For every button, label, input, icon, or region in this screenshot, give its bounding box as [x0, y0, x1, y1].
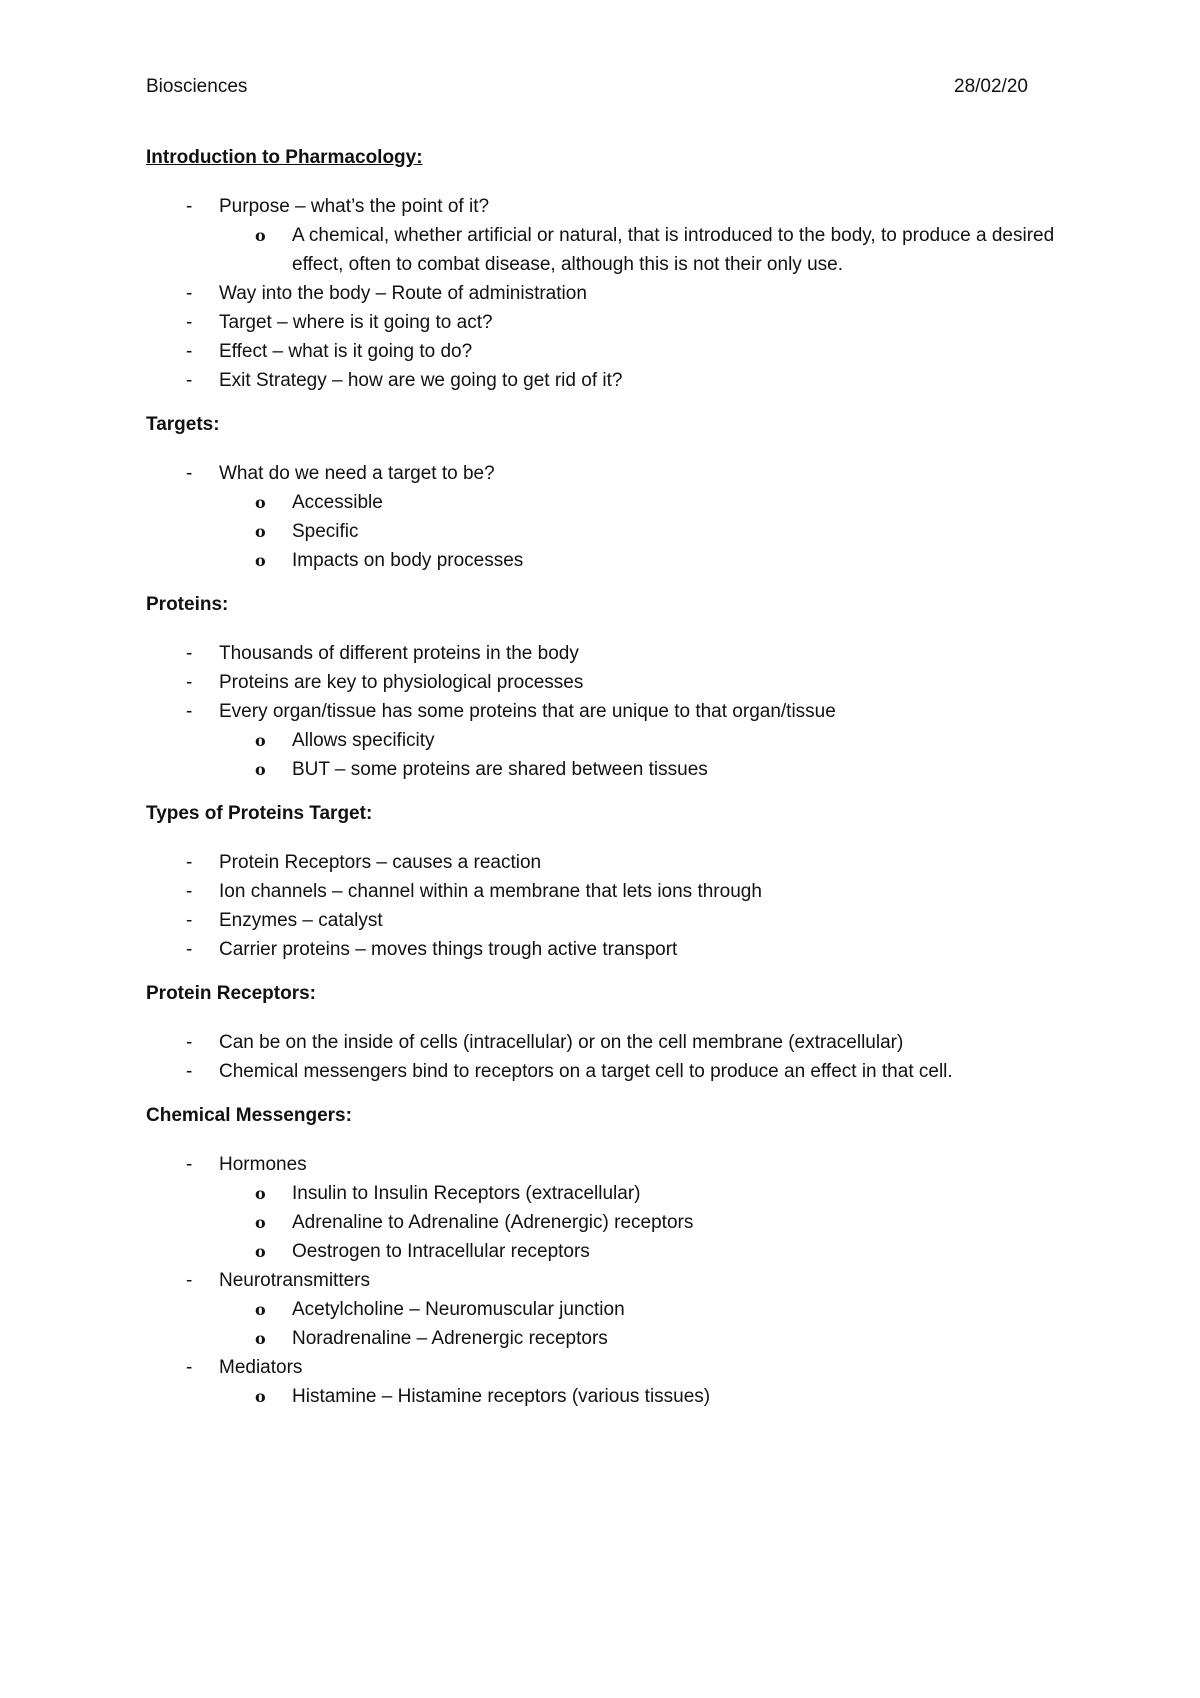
circle-bullet-icon: o	[255, 1184, 266, 1203]
list-item-text: Proteins are key to physiological processes	[219, 672, 584, 693]
sub-list-item-text: Allows specificity	[292, 730, 435, 751]
sub-list-item	[219, 546, 1066, 575]
list-item-text: Ion channels – channel within a membrane that lets ions through	[219, 881, 762, 902]
list-item	[146, 877, 1066, 906]
dash-bullet-icon: -	[186, 939, 193, 960]
list-item	[146, 1028, 1066, 1057]
sub-list-item-text: A chemical, whether artificial or natural, that is introduced to the body, to produce a desired effect, often to combat disease, although this is not their only use.	[292, 225, 1055, 275]
dash-bullet-icon: -	[186, 1032, 193, 1053]
sub-list-item	[219, 755, 1066, 784]
sub-list-container	[146, 1382, 1066, 1411]
sub-list-container	[146, 1179, 1066, 1266]
list-item	[146, 1150, 1066, 1179]
sub-list-item-text: Noradrenaline – Adrenergic receptors	[292, 1328, 608, 1349]
list-item	[146, 906, 1066, 935]
list-item	[146, 337, 1066, 366]
list-item-text: What do we need a target to be?	[219, 463, 495, 484]
dash-bullet-icon: -	[186, 370, 193, 391]
bullet-list	[146, 848, 1066, 964]
dash-bullet-icon: -	[186, 283, 193, 304]
sub-bullet-list	[219, 1382, 1066, 1411]
dash-bullet-icon: -	[186, 881, 193, 902]
section	[146, 413, 1066, 575]
list-item-text: Every organ/tissue has some proteins that are unique to that organ/tissue	[219, 701, 836, 722]
section	[146, 802, 1066, 964]
sub-list-item-text: Acetylcholine – Neuromuscular junction	[292, 1299, 625, 1320]
section	[146, 982, 1066, 1086]
bullet-list	[146, 639, 1066, 784]
list-item	[146, 935, 1066, 964]
list-item	[146, 279, 1066, 308]
list-item	[146, 1266, 1066, 1295]
list-item-text: Chemical messengers bind to receptors on a target cell to produce an effect in that cell.	[219, 1061, 953, 1082]
notes-body	[146, 146, 1066, 1429]
list-item-text: Way into the body – Route of administration	[219, 283, 587, 304]
circle-bullet-icon: o	[255, 1213, 266, 1232]
dash-bullet-icon: -	[186, 852, 193, 873]
sub-list-item	[219, 517, 1066, 546]
sub-bullet-list	[219, 1295, 1066, 1353]
sub-list-container	[146, 726, 1066, 784]
sub-list-item	[219, 1208, 1066, 1237]
list-item-text: Effect – what is it going to do?	[219, 341, 473, 362]
sub-list-item-text: Specific	[292, 521, 359, 542]
section	[146, 146, 1066, 395]
list-item-text: Exit Strategy – how are we going to get rid of it?	[219, 370, 623, 391]
dash-bullet-icon: -	[186, 312, 193, 333]
list-item-text: Protein Receptors – causes a reaction	[219, 852, 542, 873]
section-heading: Protein Receptors:	[146, 983, 316, 1004]
list-item-text: Carrier proteins – moves things trough active transport	[219, 939, 678, 960]
sub-list-item-text: Oestrogen to Intracellular receptors	[292, 1241, 590, 1262]
list-item-text: Purpose – what’s the point of it?	[219, 196, 490, 217]
sub-list-item	[219, 1295, 1066, 1324]
sub-list-container	[146, 1295, 1066, 1353]
circle-bullet-icon: o	[255, 522, 266, 541]
sub-list-item-text: Adrenaline to Adrenaline (Adrenergic) receptors	[292, 1212, 694, 1233]
list-item-text: Can be on the inside of cells (intracellular) or on the cell membrane (extracellular)	[219, 1032, 904, 1053]
sub-list-item	[219, 1324, 1066, 1353]
sub-bullet-list	[219, 488, 1066, 575]
list-item-text: Thousands of different proteins in the body	[219, 643, 579, 664]
dash-bullet-icon: -	[186, 1357, 193, 1378]
section-heading: Types of Proteins Target:	[146, 803, 373, 824]
section-heading: Proteins:	[146, 594, 229, 615]
list-item	[146, 848, 1066, 877]
section	[146, 593, 1066, 784]
bullet-list	[146, 1150, 1066, 1411]
header-date: 28/02/20	[954, 76, 1028, 97]
list-item	[146, 697, 1066, 726]
list-item	[146, 308, 1066, 337]
sub-list-item	[219, 726, 1066, 755]
section	[146, 1104, 1066, 1411]
sub-bullet-list	[219, 726, 1066, 784]
sub-list-container	[146, 488, 1066, 575]
sub-list-item	[219, 1382, 1066, 1411]
list-item-text: Enzymes – catalyst	[219, 910, 383, 931]
list-item	[146, 639, 1066, 668]
sub-list-item-text: Accessible	[292, 492, 383, 513]
list-item-text: Hormones	[219, 1154, 307, 1175]
sub-list-item	[219, 221, 1066, 279]
list-item	[146, 192, 1066, 221]
dash-bullet-icon: -	[186, 1270, 193, 1291]
dash-bullet-icon: -	[186, 341, 193, 362]
circle-bullet-icon: o	[255, 1300, 266, 1319]
circle-bullet-icon: o	[255, 731, 266, 750]
header-course-title: Biosciences	[146, 76, 248, 97]
dash-bullet-icon: -	[186, 910, 193, 931]
dash-bullet-icon: -	[186, 701, 193, 722]
list-item-text: Target – where is it going to act?	[219, 312, 493, 333]
dash-bullet-icon: -	[186, 643, 193, 664]
bullet-list	[146, 192, 1066, 395]
circle-bullet-icon: o	[255, 226, 266, 245]
dash-bullet-icon: -	[186, 672, 193, 693]
list-item	[146, 366, 1066, 395]
sub-list-item-text: BUT – some proteins are shared between tissues	[292, 759, 708, 780]
circle-bullet-icon: o	[255, 493, 266, 512]
sub-list-item-text: Histamine – Histamine receptors (various tissues)	[292, 1386, 711, 1407]
dash-bullet-icon: -	[186, 463, 193, 484]
list-item	[146, 1353, 1066, 1382]
sub-list-item	[219, 1179, 1066, 1208]
circle-bullet-icon: o	[255, 551, 266, 570]
circle-bullet-icon: o	[255, 1387, 266, 1406]
bullet-list	[146, 1028, 1066, 1086]
dash-bullet-icon: -	[186, 1061, 193, 1082]
circle-bullet-icon: o	[255, 760, 266, 779]
sub-list-item	[219, 488, 1066, 517]
page-title: Introduction to Pharmacology:	[146, 147, 423, 168]
bullet-list	[146, 459, 1066, 575]
list-item	[146, 1057, 1066, 1086]
section-heading: Targets:	[146, 414, 220, 435]
dash-bullet-icon: -	[186, 196, 193, 217]
sub-list-item-text: Insulin to Insulin Receptors (extracellular)	[292, 1183, 641, 1204]
list-item-text: Mediators	[219, 1357, 303, 1378]
list-item	[146, 459, 1066, 488]
section-heading: Chemical Messengers:	[146, 1105, 352, 1126]
sub-list-item	[219, 1237, 1066, 1266]
sub-list-item-text: Impacts on body processes	[292, 550, 524, 571]
circle-bullet-icon: o	[255, 1329, 266, 1348]
dash-bullet-icon: -	[186, 1154, 193, 1175]
sub-bullet-list	[219, 221, 1066, 279]
circle-bullet-icon: o	[255, 1242, 266, 1261]
list-item	[146, 668, 1066, 697]
sub-bullet-list	[219, 1179, 1066, 1266]
list-item-text: Neurotransmitters	[219, 1270, 370, 1291]
sub-list-container	[146, 221, 1066, 279]
